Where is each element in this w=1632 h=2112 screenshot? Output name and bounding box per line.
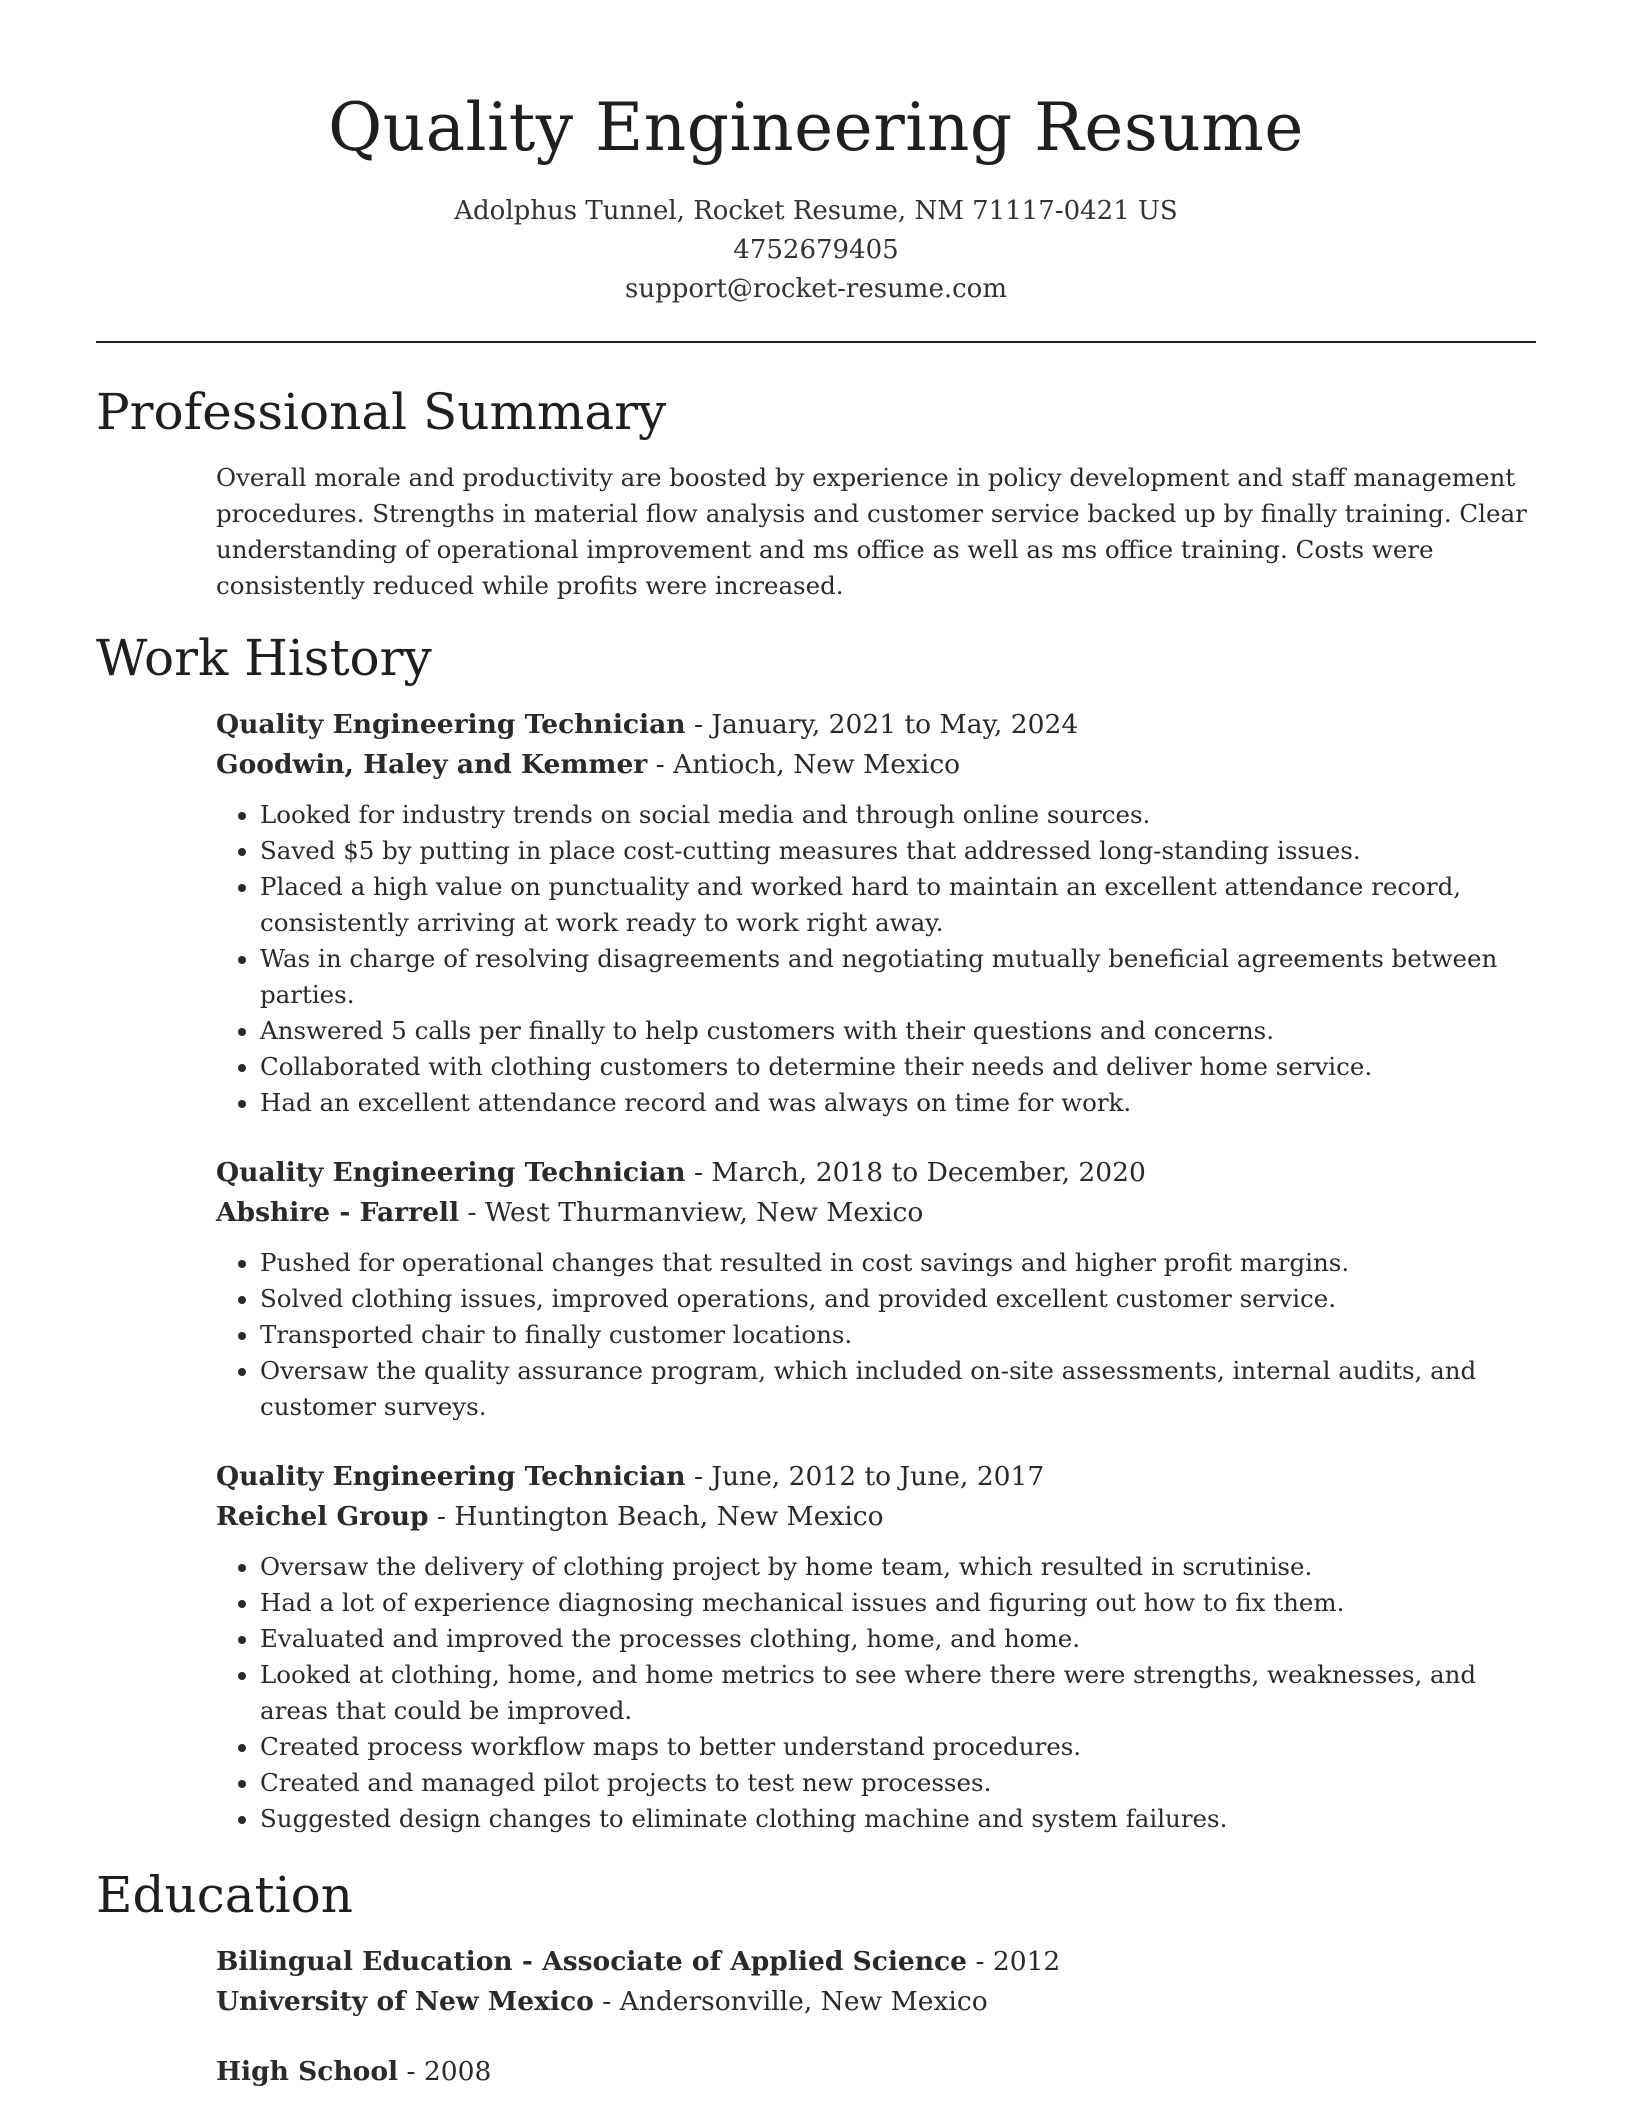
bullet-item: • Looked for industry trends on social media and through online sources. [260, 797, 1536, 833]
education-degree: - Associate of Applied Science [512, 1946, 968, 1977]
summary-section [216, 460, 1536, 604]
job-company-line [216, 745, 1536, 785]
job-title-line [216, 705, 1536, 745]
bullet-item: • Oversaw the quality assurance program, which included on-site assessments, internal audits, and customer surveys. [260, 1353, 1536, 1425]
bullet-item: • Collaborated with clothing customers to determine their needs and deliver home service. [260, 1049, 1536, 1085]
education-school-line [216, 1982, 1536, 2022]
job-dates: - January, 2021 to May, 2024 [685, 709, 1079, 740]
bullet-item: • Created and managed pilot projects to test new processes. [260, 1765, 1536, 1801]
phone: 4752679405 [733, 235, 899, 265]
education-location: - Andersonville, New Mexico [593, 1986, 988, 2017]
education-entry [216, 1942, 1536, 2022]
job-location: - Antioch, New Mexico [647, 749, 961, 780]
bullet-item: • Had an excellent attendance record and was always on time for work. [260, 1085, 1536, 1121]
bullet-item: • Answered 5 calls per finally to help customers with their questions and concerns. [260, 1013, 1536, 1049]
job-title-line [216, 1457, 1536, 1497]
education-heading: Education [96, 1866, 353, 1924]
education-degree-line [216, 2052, 1536, 2092]
address: Adolphus Tunnel, Rocket Resume, NM 71117-0421 US [454, 196, 1178, 226]
education-field: Bilingual Education [216, 1946, 513, 1977]
bullet-item: • Oversaw the delivery of clothing project by home team, which resulted in scrutinise. [260, 1549, 1536, 1585]
contact-info [0, 192, 1632, 309]
education-entry [216, 2052, 1536, 2092]
education-field: High School [216, 2056, 399, 2087]
job-company: Abshire - Farrell [216, 1197, 460, 1228]
job-company: Reichel Group [216, 1501, 429, 1532]
job-bullets [216, 1549, 1536, 1837]
job-role: Quality Engineering Technician [216, 1157, 686, 1188]
bullet-item: • Pushed for operational changes that resulted in cost savings and higher profit margins. [260, 1245, 1536, 1281]
summary-text: Overall morale and productivity are boosted by experience in policy development and staff management procedures. Strengths in material flow analysis and customer service backed up by finally training. Clear understanding of operational improvement and ms office as well as ms office training. Costs were consistently reduced while profits were increased. [216, 463, 1527, 600]
header-divider [96, 341, 1536, 343]
job-bullets [216, 797, 1536, 1121]
job-dates: - March, 2018 to December, 2020 [685, 1157, 1146, 1188]
job-entry [216, 1457, 1536, 1837]
bullet-item: • Suggested design changes to eliminate clothing machine and system failures. [260, 1801, 1536, 1837]
job-role: Quality Engineering Technician [216, 1461, 686, 1492]
education-school: University of New Mexico [216, 1986, 594, 2017]
work-history-heading: Work History [96, 629, 432, 687]
job-bullets [216, 1245, 1536, 1425]
job-company: Goodwin, Haley and Kemmer [216, 749, 648, 780]
bullet-item: • Looked at clothing, home, and home metrics to see where there were strengths, weaknesses, and areas that could be improved. [260, 1657, 1536, 1729]
education-year: - 2012 [967, 1946, 1061, 1977]
job-role: Quality Engineering Technician [216, 709, 686, 740]
email: support@rocket-resume.com [624, 274, 1007, 304]
job-entry [216, 705, 1536, 1121]
education-year: - 2008 [398, 2056, 492, 2087]
job-company-line [216, 1497, 1536, 1537]
resume-header [0, 0, 1632, 309]
bullet-item: • Transported chair to finally customer locations. [260, 1317, 1536, 1353]
education-degree-line [216, 1942, 1536, 1982]
job-entry [216, 1153, 1536, 1425]
bullet-item: • Evaluated and improved the processes clothing, home, and home. [260, 1621, 1536, 1657]
job-company-line [216, 1193, 1536, 1233]
summary-heading: Professional Summary [96, 383, 667, 441]
bullet-item: • Saved $5 by putting in place cost-cutting measures that addressed long-standing issues. [260, 833, 1536, 869]
job-dates: - June, 2012 to June, 2017 [685, 1461, 1045, 1492]
bullet-item: • Was in charge of resolving disagreements and negotiating mutually beneficial agreements between parties. [260, 941, 1536, 1013]
resume-title: Quality Engineering Resume [328, 89, 1304, 166]
bullet-item: • Had a lot of experience diagnosing mechanical issues and figuring out how to fix them. [260, 1585, 1536, 1621]
job-location: - West Thurmanview, New Mexico [459, 1197, 924, 1228]
job-title-line [216, 1153, 1536, 1193]
bullet-item: • Created process workflow maps to better understand procedures. [260, 1729, 1536, 1765]
bullet-item: • Solved clothing issues, improved operations, and provided excellent customer service. [260, 1281, 1536, 1317]
job-location: - Huntington Beach, New Mexico [428, 1501, 884, 1532]
bullet-item: • Placed a high value on punctuality and worked hard to maintain an excellent attendance record, consistently arriving at work ready to work right away. [260, 869, 1536, 941]
